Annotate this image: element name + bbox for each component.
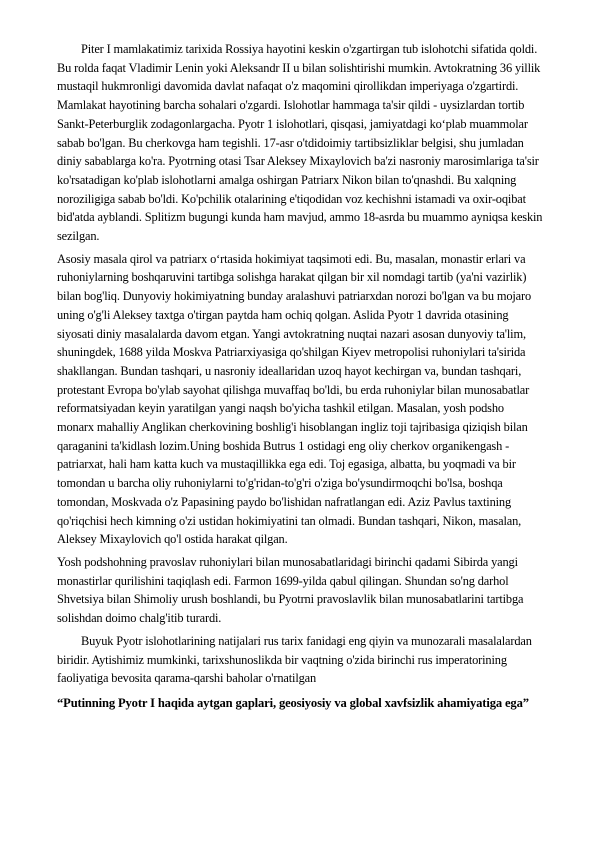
section-heading: “Putinning Pyotr I haqida aytgan gaplari, geosiyosiy va global xavfsizlik ahamiyatiga ega”: [57, 695, 529, 710]
paragraph-2: Asosiy masala qirol va patriarx o‘rtasida hokimiyat taqsimoti edi. Bu, masalan, monastir erlari va ruhoniylarning boshqaruvini tartibga solishga harakat qilgan bir xil nomdagi tartib (ya'ni vazirlik) bilan bog'liq. Dunyoviy hokimiyatning bunday aralashuvi patriarxdan norozi bo'lgan va bu mojaro uning o'g'li Aleksey taxtga o'tirgan paytda ham ochiq qolgan. Aslida Pyotr 1 davrida otasining siyosati diniy masalalarda davom etgan. Yangi avtokratning nuqtai nazari asosan dunyoviy ta'lim, shuningdek, 1688 yilda Moskva Patriarxiyasiga qo'shilgan Kiyev metropolisi ruhoniylari ta'sirida shakllangan. Bundan tashqari, u nasroniy ideallaridan uzoq hayot kechirgan va, bundan tashqari, protestant Evropa bo'ylab sayohat qilishga muvaffaq bo'ldi, bu erda ruhoniylar bilan munosabatlar reformatsiyadan keyin yaratilgan yangi naqsh bo'yicha tashkil etilgan. Masalan, yosh podsho monarx mahalliy Anglikan cherkovining boshlig'i hisoblangan ingliz toji tajribasiga qiziqish bilan qaraganini ta'kidlash lozim.Uning boshida Butrus 1 ostidagi eng oliy cherkov organikengash - patriarxat, hali ham katta kuch va mustaqillikka ega edi. Toj egasiga, albatta, bu yoqmadi va bir tomondan u barcha oliy ruhoniylarni to'g'ridan-to'g'ri o'ziga bo'ysundirmoqchi bo'lsa, boshqa tomondan, Moskvada o'z Papasining paydo bo'lishidan nafratlangan edi. Aziz Pavlus taxtining qo'riqchisi hech kimning o'zi ustidan hokimiyatini tan olmadi. Bundan tashqari, Nikon, masalan, Aleksey Mixaylovich qo'l ostida harakat qilgan.: [57, 251, 532, 547]
paragraph-4: Buyuk Pyotr islohotlarining natijalari rus tarix fanidagi eng qiyin va munozarali masalalardan biridir. Aytishimiz mumkinki, tarixshunoslikda bir vaqtning o'zida birinchi rus imperatorining faoliyatiga bevosita qarama-qarshi baholar o'rnatilgan: [57, 633, 532, 686]
paragraph-1: Piter I mamlakatimiz tarixida Rossiya hayotini keskin o'zgartirgan tub islohotchi sifatida qoldi. Bu rolda faqat Vladimir Lenin yoki Aleksandr II u bilan solishtirishi mumkin. Avtokratning 36 yillik mustaqil hukmronligi davomida davlat nafaqat o'z maqomini qirollikdan imperiyaga o'zgartirdi. Mamlakat hayotining barcha sohalari o'zgardi. Islohotlar hammaga ta'sir qildi - uysizlardan tortib Sankt-Peterburglik zodagonlargacha. Pyotr 1 islohotlari, qisqasi, jamiyatdagi ko‘plab muammolar sabab bo'lgan. Bu cherkovga ham tegishli. 17-asr o'tdidoimiy tartibsizliklar belgisi, shu jumladan diniy sabablarga ko'ra. Pyotrning otasi Tsar Aleksey Mixaylovich ba'zi nasroniy marosimlariga ta'sir ko'rsatadigan ko'plab islohotlarni amalga oshirgan Patriarx Nikon bilan to'qnashdi. Bu xalqning noroziligiga sabab bo'ldi. Ko'pchilik otalarining e'tiqodidan voz kechishni istamadi va oxir-oqibat bid'atda ayblandi. Splitizm bugungi kunda ham mavjud, ammo 18-asrda bu muammo ayniqsa keskin sezilgan.: [57, 42, 543, 244]
document-body: [57, 40, 543, 713]
paragraph-3: Yosh podshohning pravoslav ruhoniylari bilan munosabatlaridagi birinchi qadami Sibirda yangi monastirlar qurilishini taqiqlash edi. Farmon 1699-yilda qabul qilingan. Shundan so'ng darhol Shvetsiya bilan Shimoliy urush boshlandi, bu Pyotrni pravoslavlik bilan munosabatlarini tartibga solishdan doimo chalg'itib turardi.: [57, 554, 524, 626]
